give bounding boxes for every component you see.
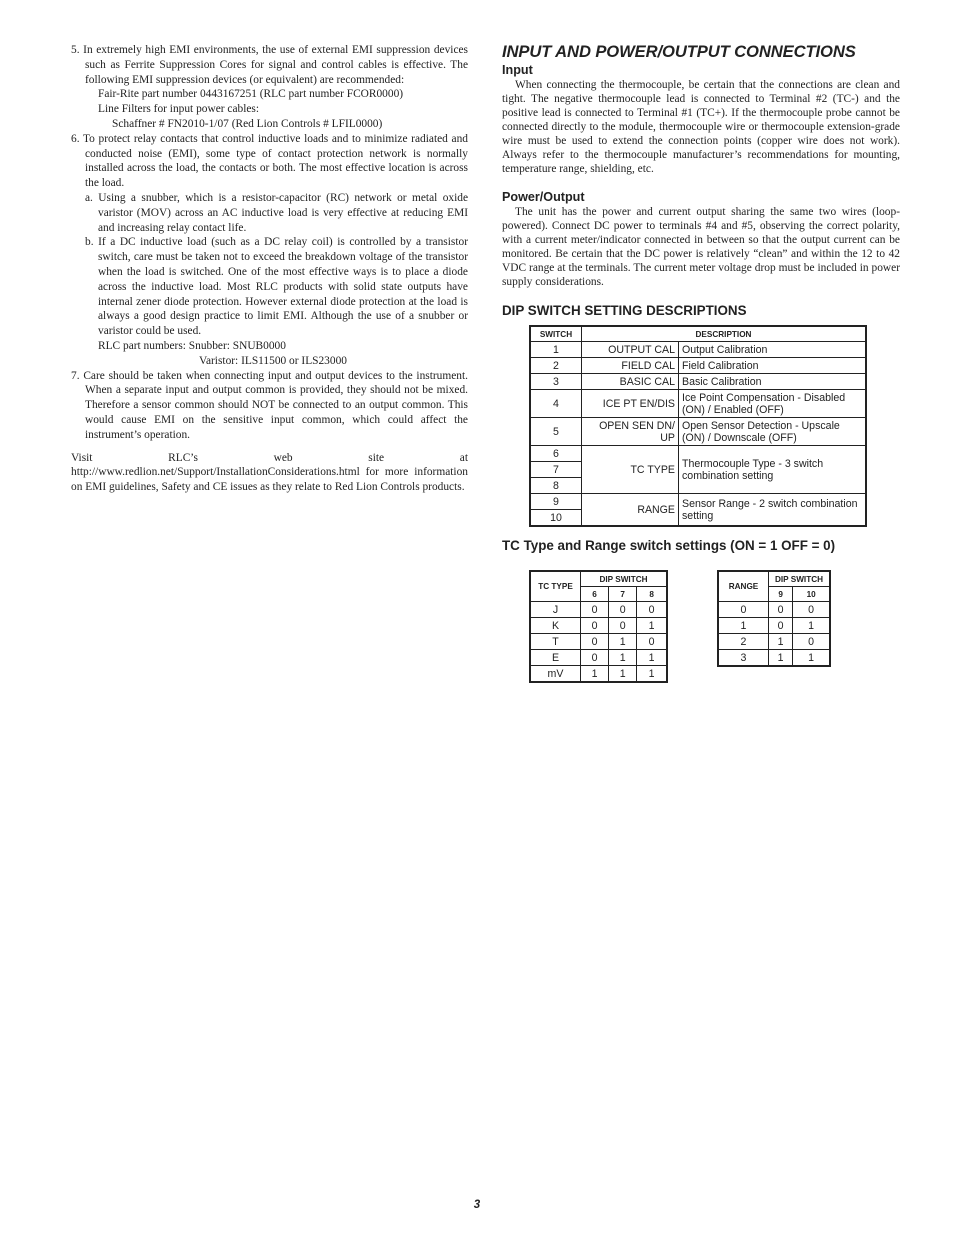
dip-switch-description: Basic Calibration bbox=[679, 374, 867, 390]
table-row bbox=[530, 666, 667, 683]
table-row bbox=[530, 446, 866, 462]
range-value-cell: 1 bbox=[769, 634, 793, 650]
range-col-range: RANGE bbox=[718, 571, 769, 602]
power-output-text: The unit has the power and current output sharing the same two wires (loop-powered). Connect DC power to terminals #4 and #5, observing the correct polarity, with a current meter/indicator connected in between so that the output current can be monitored. Be certain that the DC power is relatively “clean” and within the 12 to 42 VDC range at the terminals. The current meter voltage drop must be included in power supply considerations. bbox=[502, 206, 900, 288]
dip-switch-description: Field Calibration bbox=[679, 358, 867, 374]
table-row bbox=[530, 602, 667, 618]
dip-switch-number: 5 bbox=[530, 418, 582, 446]
range-value-cell: 1 bbox=[793, 650, 830, 667]
dip-switch-name: ICE PT EN/DIS bbox=[582, 390, 679, 418]
dip-switch-table bbox=[529, 325, 867, 527]
tc-value-cell: 0 bbox=[609, 618, 637, 634]
dip-switch-description: Thermocouple Type - 3 switch combination setting bbox=[679, 446, 867, 494]
table-row bbox=[718, 634, 830, 650]
tc-value-cell: 1 bbox=[609, 634, 637, 650]
dip-switch-name: RANGE bbox=[582, 494, 679, 527]
range-value-cell: 0 bbox=[769, 602, 793, 618]
dip-switch-name: OPEN SEN DN/ UP bbox=[582, 418, 679, 446]
tc-type-cell: E bbox=[530, 650, 581, 666]
table-row bbox=[718, 602, 830, 618]
item-5-ferrite-part: Fair-Rite part number 0443167251 (RLC part number FCOR0000) bbox=[98, 88, 404, 101]
visit-website-text: Visit RLC’s web site at http://www.redlion.net/Support/InstallationConsiderations.html for more information on EMI guidelines, Safety and CE issues as they relate to Red Lion Controls products. bbox=[71, 451, 468, 494]
tc-value-cell: 1 bbox=[609, 666, 637, 683]
table-row bbox=[530, 342, 866, 358]
tc-switch-header: 6 bbox=[581, 587, 609, 602]
item-6-snubber-part: RLC part numbers: Snubber: SNUB0000 bbox=[98, 339, 286, 352]
section-title: INPUT AND POWER/OUTPUT CONNECTIONS bbox=[502, 42, 856, 61]
tc-value-cell: 0 bbox=[637, 602, 667, 618]
tc-value-cell: 0 bbox=[609, 602, 637, 618]
range-col-dip: DIP SWITCH bbox=[769, 571, 831, 587]
dip-switch-name: OUTPUT CAL bbox=[582, 342, 679, 358]
dip-switch-number: 1 bbox=[530, 342, 582, 358]
range-cell: 0 bbox=[718, 602, 769, 618]
tc-value-cell: 0 bbox=[637, 634, 667, 650]
range-value-cell: 1 bbox=[769, 650, 793, 667]
table-row bbox=[530, 418, 866, 446]
dip-switch-number: 10 bbox=[530, 510, 582, 527]
item-5-schaffner-part: Schaffner # FN2010-1/07 (Red Lion Controls # LFIL0000) bbox=[112, 117, 383, 130]
item-6-text: 6. To protect relay contacts that control inductive loads and to minimize radiated and conducted noise (EMI), some type of contact protection network is normally installed across the load, the contacts or both. The most effective location is across the load. bbox=[71, 132, 468, 190]
table-row bbox=[530, 634, 667, 650]
tc-range-heading: TC Type and Range switch settings (ON = 1 OFF = 0) bbox=[502, 538, 836, 553]
table-row bbox=[530, 374, 866, 390]
item-6a-text: a. Using a snubber, which is a resistor-capacitor (RC) network or metal oxide varistor (MOV) across an AC inductive load is very effective at reducing EMI and increasing relay contact life. bbox=[85, 191, 468, 234]
left-column bbox=[71, 43, 468, 495]
range-switch-header: 10 bbox=[793, 587, 830, 602]
item-6-varistor-part: Varistor: ILS11500 or ILS23000 bbox=[199, 354, 347, 367]
item-7-text: 7. Care should be taken when connecting input and output devices to the instrument. When a separate input and output common is provided, they should not be mixed. Therefore a sensor common should NOT be connected to an output common. This would cause EMI on the sensitive input common, which could affect the instrument’s operation. bbox=[71, 369, 468, 441]
range-value-cell: 0 bbox=[769, 618, 793, 634]
dip-switch-number: 8 bbox=[530, 478, 582, 494]
dip-switch-number: 6 bbox=[530, 446, 582, 462]
dip-switch-heading: DIP SWITCH SETTING DESCRIPTIONS bbox=[502, 303, 747, 318]
range-cell: 2 bbox=[718, 634, 769, 650]
input-heading: Input bbox=[502, 63, 533, 77]
tc-switch-header: 8 bbox=[637, 587, 667, 602]
tc-value-cell: 0 bbox=[581, 618, 609, 634]
table-row bbox=[530, 494, 866, 510]
dip-switch-number: 4 bbox=[530, 390, 582, 418]
dip-switch-name: FIELD CAL bbox=[582, 358, 679, 374]
dip-switch-number: 2 bbox=[530, 358, 582, 374]
tc-value-cell: 1 bbox=[609, 650, 637, 666]
dip-switch-number: 9 bbox=[530, 494, 582, 510]
dip-switch-description: Ice Point Compensation - Disabled (ON) / Enabled (OFF) bbox=[679, 390, 867, 418]
tc-type-table bbox=[529, 570, 668, 683]
dip-switch-description: Open Sensor Detection - Upscale (ON) / Downscale (OFF) bbox=[679, 418, 867, 446]
range-cell: 3 bbox=[718, 650, 769, 667]
tc-switch-header: 7 bbox=[609, 587, 637, 602]
table-row bbox=[530, 650, 667, 666]
item-5-line-filters: Line Filters for input power cables: bbox=[98, 103, 260, 116]
tc-col-type: TC TYPE bbox=[530, 571, 581, 602]
input-text: When connecting the thermocouple, be certain that the connections are clean and tight. The negative thermocouple lead is connected to Terminal #2 (TC-) and the positive lead is connected to Terminal #1 (TC+). If the thermocouple probe cannot be connected directly to the module, thermocouple wire or thermocouple extension-grade wire must be used to extend the connection points (copper wire does not work). Always refer to the thermocouple manufacturer’s recommendations for mounting, temperature range, shielding, etc. bbox=[502, 79, 900, 175]
dip-switch-name: TC TYPE bbox=[582, 446, 679, 494]
dip-switch-description: Sensor Range - 2 switch combination setting bbox=[679, 494, 867, 527]
range-value-cell: 1 bbox=[793, 618, 830, 634]
item-5-text: 5. In extremely high EMI environments, the use of external EMI suppression devices such as Ferrite Suppression Cores for signal and control cables is effective. The following EMI suppression devices (or equivalent) are recommended: bbox=[71, 44, 468, 86]
tc-value-cell: 0 bbox=[581, 650, 609, 666]
tc-type-cell: T bbox=[530, 634, 581, 650]
table-row bbox=[530, 390, 866, 418]
table-row bbox=[530, 358, 866, 374]
page-number: 3 bbox=[473, 1199, 481, 1211]
table-row bbox=[718, 618, 830, 634]
tc-value-cell: 0 bbox=[581, 634, 609, 650]
tc-type-cell: J bbox=[530, 602, 581, 618]
tc-value-cell: 1 bbox=[581, 666, 609, 683]
right-column bbox=[502, 41, 900, 560]
dip-col-switch: SWITCH bbox=[530, 326, 582, 342]
table-row bbox=[718, 650, 830, 667]
power-output-heading: Power/Output bbox=[502, 190, 585, 204]
tc-value-cell: 1 bbox=[637, 618, 667, 634]
dip-switch-number: 3 bbox=[530, 374, 582, 390]
item-6b-text: b. If a DC inductive load (such as a DC relay coil) is controlled by a transistor switch, care must be taken not to exceed the breakdown voltage of the transistor when the load is switched. One of the most effective ways is to place a diode across the inductive load. Most RLC products with solid state outputs have internal zener diode protection. However external diode protection at the load is always a good design practice to limit EMI. Although the use of a snubber or varistor could be used. bbox=[85, 236, 468, 338]
tc-type-cell: mV bbox=[530, 666, 581, 683]
range-value-cell: 0 bbox=[793, 634, 830, 650]
tc-value-cell: 0 bbox=[581, 602, 609, 618]
dip-switch-number: 7 bbox=[530, 462, 582, 478]
range-table bbox=[717, 570, 831, 667]
range-cell: 1 bbox=[718, 618, 769, 634]
tc-value-cell: 1 bbox=[637, 650, 667, 666]
range-switch-header: 9 bbox=[769, 587, 793, 602]
range-value-cell: 0 bbox=[793, 602, 830, 618]
dip-switch-description: Output Calibration bbox=[679, 342, 867, 358]
table-row bbox=[530, 618, 667, 634]
dip-col-description: DESCRIPTION bbox=[582, 326, 867, 342]
tc-value-cell: 1 bbox=[637, 666, 667, 683]
dip-switch-name: BASIC CAL bbox=[582, 374, 679, 390]
tc-type-cell: K bbox=[530, 618, 581, 634]
tc-col-dip: DIP SWITCH bbox=[581, 571, 668, 587]
